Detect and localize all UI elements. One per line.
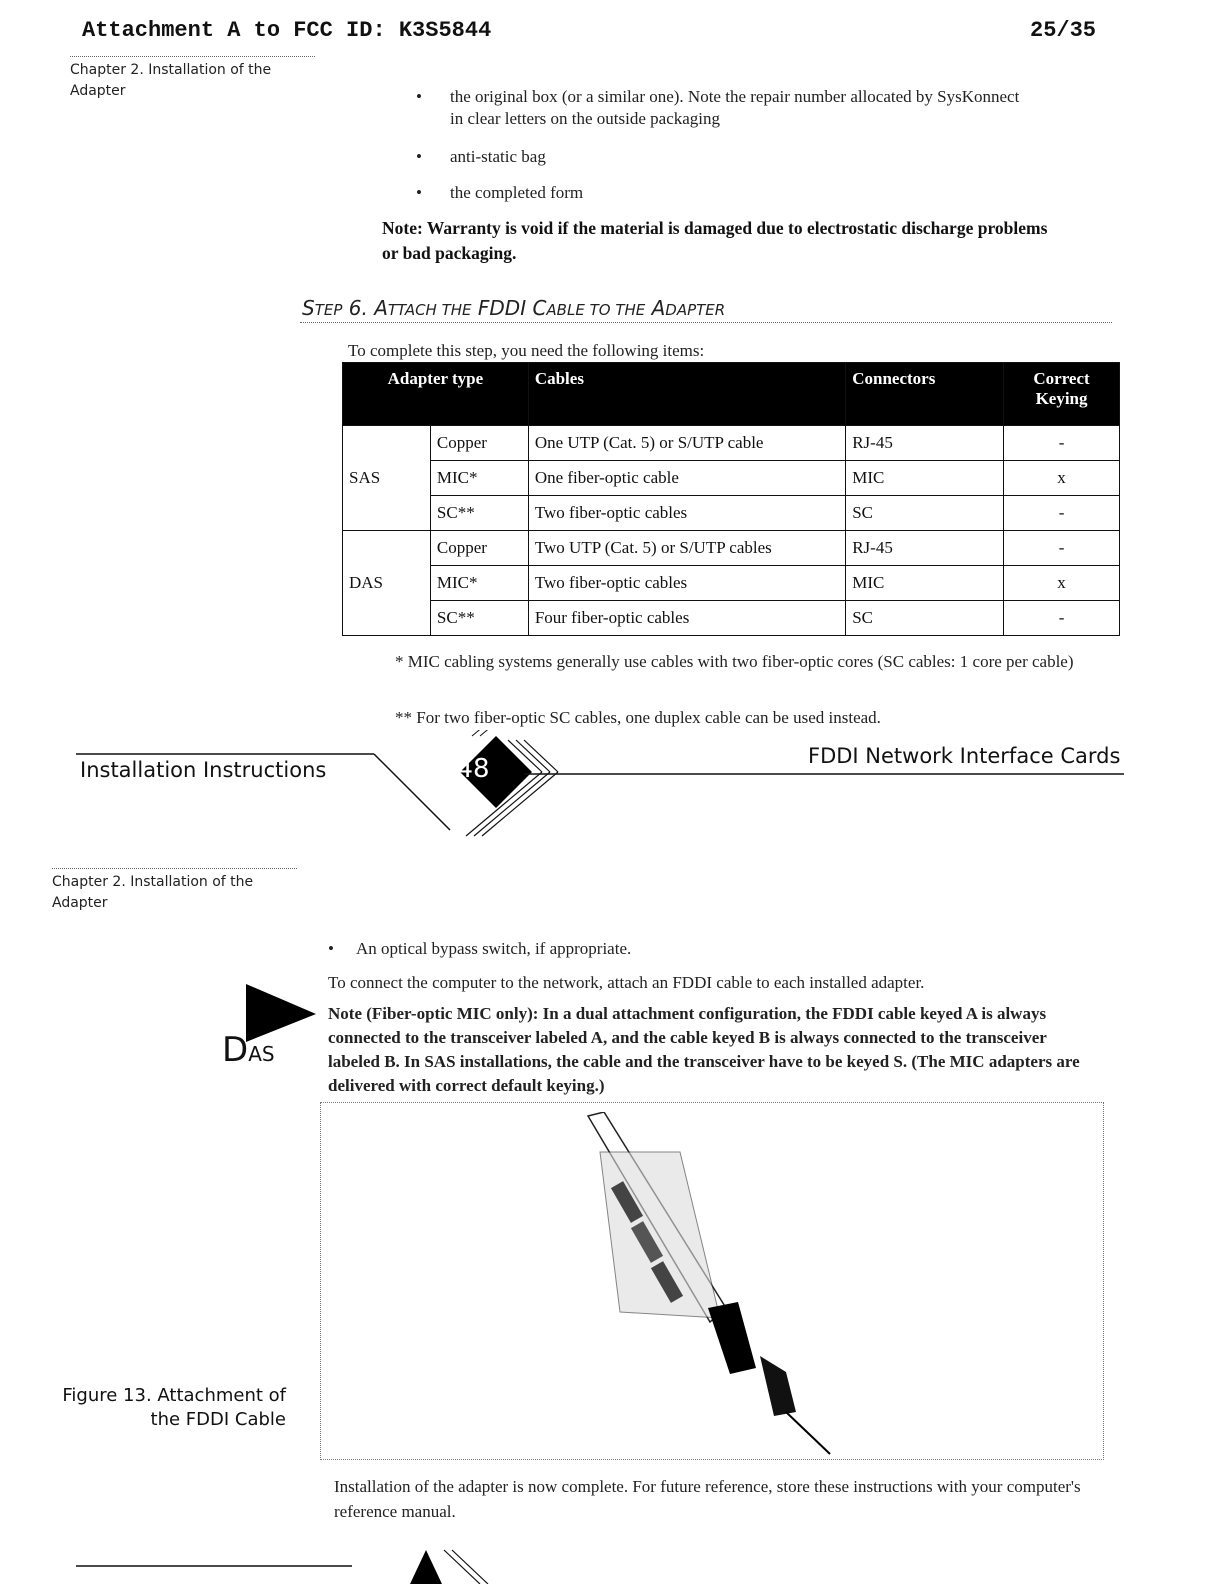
table-row: [343, 566, 1120, 601]
items-list: [416, 86, 1036, 204]
adapter-type-cell: DAS: [343, 531, 431, 636]
footnote-mic: * MIC cabling systems generally use cables with two fiber-optic cores (SC cables: 1 core per cable): [395, 652, 1074, 671]
figure-caption-line-1: Figure 13. Attachment of: [62, 1385, 286, 1406]
list-item: • anti-static bag: [416, 146, 1036, 168]
footer-right-label: FDDI Network Interface Cards: [808, 744, 1121, 768]
subtype-cell: MIC*: [430, 461, 528, 496]
adapter-card-body: [600, 1152, 720, 1318]
page-number: 48: [456, 754, 490, 784]
connectors-cell: RJ-45: [846, 531, 1004, 566]
subtype-cell: Copper: [430, 531, 528, 566]
adapter-type-cell: SAS: [343, 426, 431, 531]
col-header-correct-keying: Correct Keying: [1004, 363, 1120, 426]
table-row: [343, 461, 1120, 496]
mic-note: Note (Fiber-optic MIC only): In a dual attachment configuration, the FDDI cable keyed A is always connected to the transceiver labeled A, and the cable keyed B is always connected to the transceiver labeled B. In SAS installations, the cable and the transceiver have to be keyed S. (The MIC adapters are delivered with correct default keying.): [328, 1004, 1080, 1095]
chapter-label: [52, 872, 282, 914]
table-header-row: [343, 363, 1120, 426]
items-list: [328, 938, 1028, 960]
subtype-cell: MIC*: [430, 566, 528, 601]
keying-cell: -: [1004, 531, 1120, 566]
chapter-divider: [52, 868, 297, 869]
page-count: 25/35: [1030, 18, 1097, 43]
table-intro: To complete this step, you need the following items:: [348, 341, 705, 360]
step-divider: [300, 322, 1112, 323]
chapter-line-1: Chapter 2. Installation of the: [70, 62, 272, 78]
chevron-line: [452, 1550, 488, 1584]
keying-cell: -: [1004, 496, 1120, 531]
connectors-cell: MIC: [846, 566, 1004, 601]
das-logo: [222, 1030, 275, 1070]
connectors-cell: MIC: [846, 461, 1004, 496]
warranty-note: Note: Warranty is void if the material is damaged due to electrostatic discharge problems or bad packaging.: [382, 218, 1048, 263]
subtype-cell: SC**: [430, 496, 528, 531]
footer-rule-diagonal: [374, 754, 450, 830]
footer-left-label: Installation Instructions: [80, 758, 327, 782]
figure-caption: [36, 1384, 286, 1432]
cables-cell: Four fiber-optic cables: [528, 601, 845, 636]
list-item: • the original box (or a similar one). Note the repair number allocated by SysKonnect in clear letters on the outside packaging: [416, 86, 1036, 130]
subtype-cell: SC**: [430, 601, 528, 636]
footnote-sc: ** For two fiber-optic SC cables, one duplex cable can be used instead.: [395, 708, 881, 727]
col-header-connectors: Connectors: [846, 363, 1004, 426]
cables-table: [342, 362, 1120, 636]
figure-caption-line-2: the FDDI Cable: [150, 1409, 286, 1430]
bottom-footer-decoration: [76, 1548, 1136, 1584]
col-header-cables: Cables: [528, 363, 845, 426]
cable-connector: [760, 1356, 796, 1416]
cables-cell: One UTP (Cat. 5) or S/UTP cable: [528, 426, 845, 461]
chevron-line: [444, 1550, 480, 1584]
chapter-line-2: Adapter: [52, 895, 108, 911]
keying-cell: x: [1004, 461, 1120, 496]
chevron-line: [472, 730, 508, 736]
table-row: [343, 531, 1120, 566]
das-logo-big: D: [222, 1030, 249, 1070]
cables-cell: Two fiber-optic cables: [528, 496, 845, 531]
col-header-adapter-type: Adapter type: [343, 363, 529, 426]
subtype-cell: Copper: [430, 426, 528, 461]
connectors-cell: SC: [846, 601, 1004, 636]
das-logo-small: AS: [248, 1042, 275, 1066]
list-item: • An optical bypass switch, if appropriate.: [328, 938, 1028, 960]
fddi-cable: [786, 1412, 830, 1454]
closing-text: Installation of the adapter is now complete. For future reference, store these instructions with your computer's reference manual.: [334, 1477, 1081, 1521]
connect-text: To connect the computer to the network, attach an FDDI cable to each installed adapter.: [328, 973, 925, 992]
chevron-line: [480, 730, 516, 736]
cables-cell: Two fiber-optic cables: [528, 566, 845, 601]
page-number-diamond-partial: [410, 1550, 442, 1584]
table-row: [343, 426, 1120, 461]
transceiver-port: [708, 1302, 756, 1374]
keying-cell: x: [1004, 566, 1120, 601]
step-title: STEP 6. ATTACH THE FDDI CABLE TO THE ADAPTER: [302, 296, 726, 320]
chapter-line-2: Adapter: [70, 83, 126, 99]
chapter-label: [70, 60, 300, 102]
list-item: • the completed form: [416, 182, 1036, 204]
chevron-line: [524, 740, 558, 772]
connectors-cell: SC: [846, 496, 1004, 531]
adapter-illustration: [560, 1112, 860, 1462]
cables-cell: Two UTP (Cat. 5) or S/UTP cables: [528, 531, 845, 566]
attachment-header: Attachment A to FCC ID: K3S5844: [82, 18, 492, 43]
keying-cell: -: [1004, 601, 1120, 636]
table-row: [343, 496, 1120, 531]
chapter-line-1: Chapter 2. Installation of the: [52, 874, 254, 890]
keying-cell: -: [1004, 426, 1120, 461]
table-row: [343, 601, 1120, 636]
cables-cell: One fiber-optic cable: [528, 461, 845, 496]
chapter-divider: [70, 56, 315, 57]
connectors-cell: RJ-45: [846, 426, 1004, 461]
